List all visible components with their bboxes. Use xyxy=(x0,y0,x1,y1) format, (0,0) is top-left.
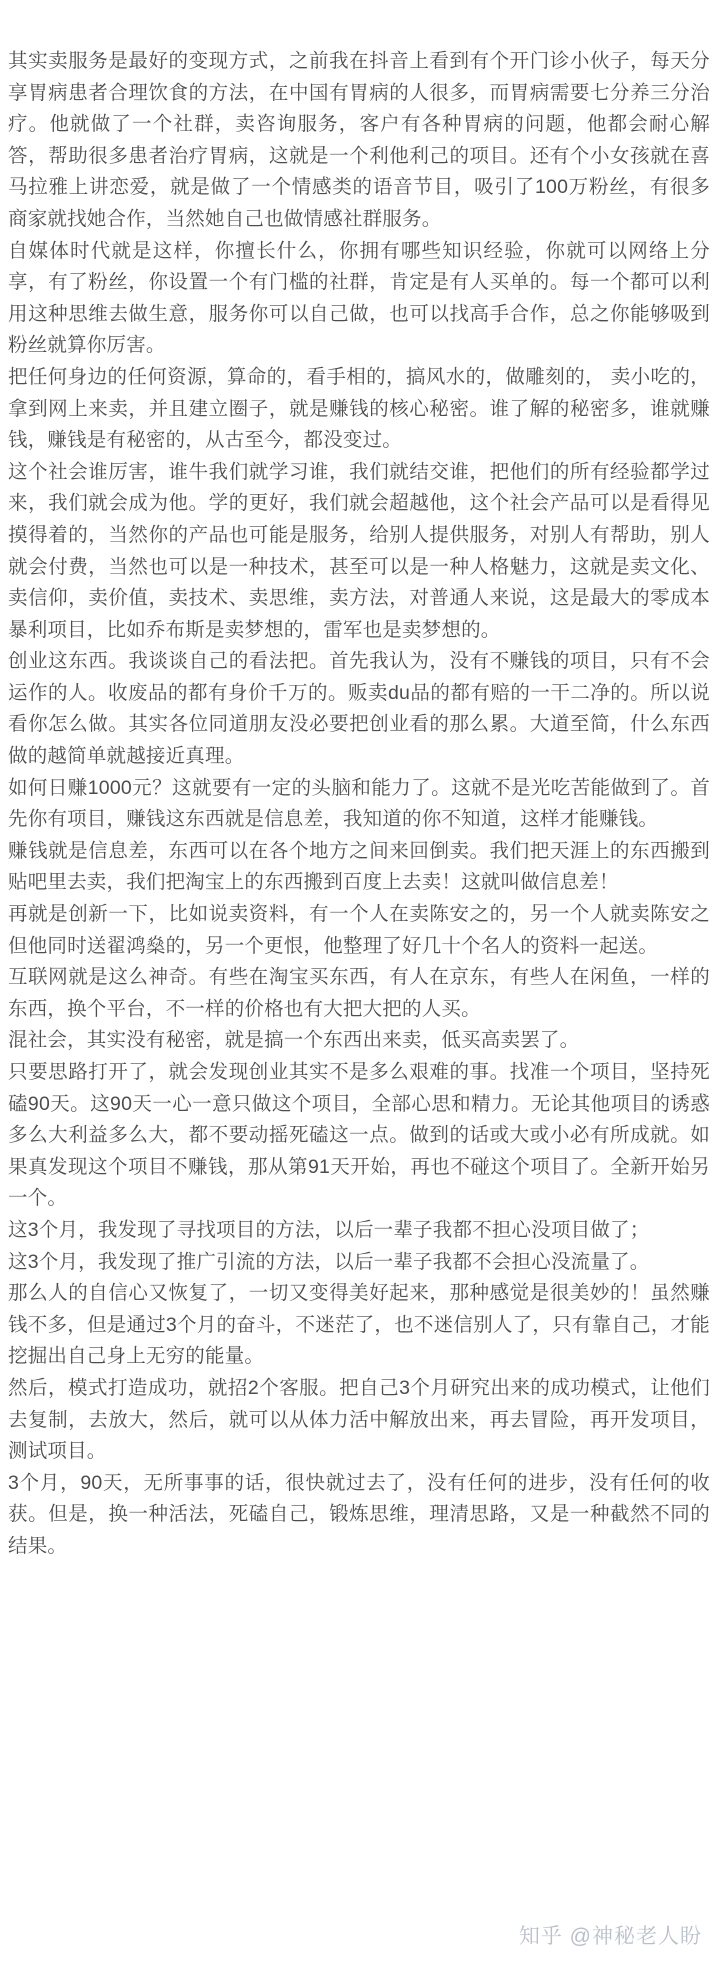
zhihu-watermark: 知乎 @神秘老人盼 xyxy=(518,1925,702,1948)
paragraph: 如何日赚1000元？这就要有一定的头脑和能力了。这就不是光吃苦能做到了。首先你有项目，赚钱这东西就是信息差，我知道的你不知道，这样才能赚钱。 xyxy=(8,776,710,831)
paragraph: 混社会，其实没有秘密，就是搞一个东西出来卖，低买高卖罢了。 xyxy=(8,1029,580,1052)
paragraph: 创业这东西。我谈谈自己的看法把。首先我认为，没有不赚钱的项目，只有不会运作的人。收废品的都有身价千万的。贩卖du品的都有赔的一干二净的。所以说看你怎么做。其实各位同道朋友没必要把创业看的那么累。大道至简，什么东西做的越简单就越接近真理。 xyxy=(8,650,710,768)
paragraph: 自媒体时代就是这样，你擅长什么，你拥有哪些知识经验，你就可以网络上分享，有了粉丝，你设置一个有门槛的社群，肯定是有人买单的。每一个都可以利用这种思维去做生意，服务你可以自己做，也可以找高手合作，总之你能够吸到粉丝就算你厉害。 xyxy=(8,239,710,357)
paragraph: 这3个月，我发现了寻找项目的方法，以后一辈子我都不担心没项目做了； xyxy=(8,1218,650,1241)
paragraph: 赚钱就是信息差，东西可以在各个地方之间来回倒卖。我们把天涯上的东西搬到贴吧里去卖，我们把淘宝上的东西搬到百度上去卖！这就叫做信息差！ xyxy=(8,839,710,894)
paragraph: 其实卖服务是最好的变现方式，之前我在抖音上看到有个开门诊小伙子，每天分享胃病患者合理饮食的方法，在中国有胃病的人很多，而胃病需要七分养三分治疗。他就做了一个社群，卖咨询服务，客户有各种胃病的问题，他都会耐心解答，帮助很多患者治疗胃病，这就是一个利他利己的项目。还有个小女孩就在喜马拉雅上讲恋爱，就是做了一个情感类的语音节目，吸引了100万粉丝，有很多商家就找她合作，当然她自己也做情感社群服务。 xyxy=(8,50,710,230)
paragraph: 把任何身边的任何资源，算命的，看手相的，搞风水的，做雕刻的， 卖小吃的， 拿到网上来卖，并且建立圈子，就是赚钱的核心秘密。谁了解的秘密多，谁就赚钱，赚钱是有秘密的，从古至今，都没变过。 xyxy=(8,365,710,452)
paragraph: 这个社会谁厉害，谁牛我们就学习谁，我们就结交谁，把他们的所有经验都学过来，我们就会成为他。学的更好，我们就会超越他，这个社会产品可以是看得见摸得着的，当然你的产品也可能是服务，给别人提供服务，对别人有帮助，别人就会付费，当然也可以是一种技术，甚至可以是一种人格魅力，这就是卖文化、卖信仰，卖价值，卖技术、卖思维，卖方法，对普通人来说，这是最大的零成本暴利项目，比如乔布斯是卖梦想的，雷军也是卖梦想的。 xyxy=(8,460,710,641)
paragraph: 然后，模式打造成功，就招2个客服。把自己3个月研究出来的成功模式，让他们去复制，去放大，然后，就可以从体力活中解放出来，再去冒险，再开发项目，测试项目。 xyxy=(8,1376,710,1463)
paragraph: 那么人的自信心又恢复了，一切又变得美好起来，那种感觉是很美妙的！虽然赚钱不多，但是通过3个月的奋斗，不迷茫了，也不迷信别人了，只有靠自己，才能挖掘出自己身上无穷的能量。 xyxy=(8,1282,710,1368)
paragraph: 再就是创新一下，比如说卖资料，有一个人在卖陈安之的，另一个人就卖陈安之但他同时送翟鸿燊的，另一个更恨，他整理了好几十个名人的资料一起送。 xyxy=(8,903,710,957)
article-content xyxy=(8,46,710,1563)
paragraph: 只要思路打开了，就会发现创业其实不是多么艰难的事。找准一个项目，坚持死磕90天。这90天一心一意只做这个项目，全部心思和精力。无论其他项目的诱惑多么大利益多么大，都不要动摇死磕这一点。做到的话或大或小必有所成就。如果真发现这个项目不赚钱，那从第91天开始，再也不碰这个项目了。全新开始另一个。 xyxy=(8,1061,710,1210)
paragraph: 3个月，90天，无所事事的话，很快就过去了，没有任何的进步，没有任何的收获。但是，换一种活法，死磕自己，锻炼思维，理清思路，又是一种截然不同的结果。 xyxy=(8,1471,710,1557)
paragraph: 这3个月，我发现了推广引流的方法，以后一辈子我都不会担心没流量了。 xyxy=(8,1250,650,1273)
paragraph: 互联网就是这么神奇。有些在淘宝买东西，有人在京东，有些人在闲鱼，一样的东西，换个平台，不一样的价格也有大把大把的人买。 xyxy=(8,966,710,1020)
